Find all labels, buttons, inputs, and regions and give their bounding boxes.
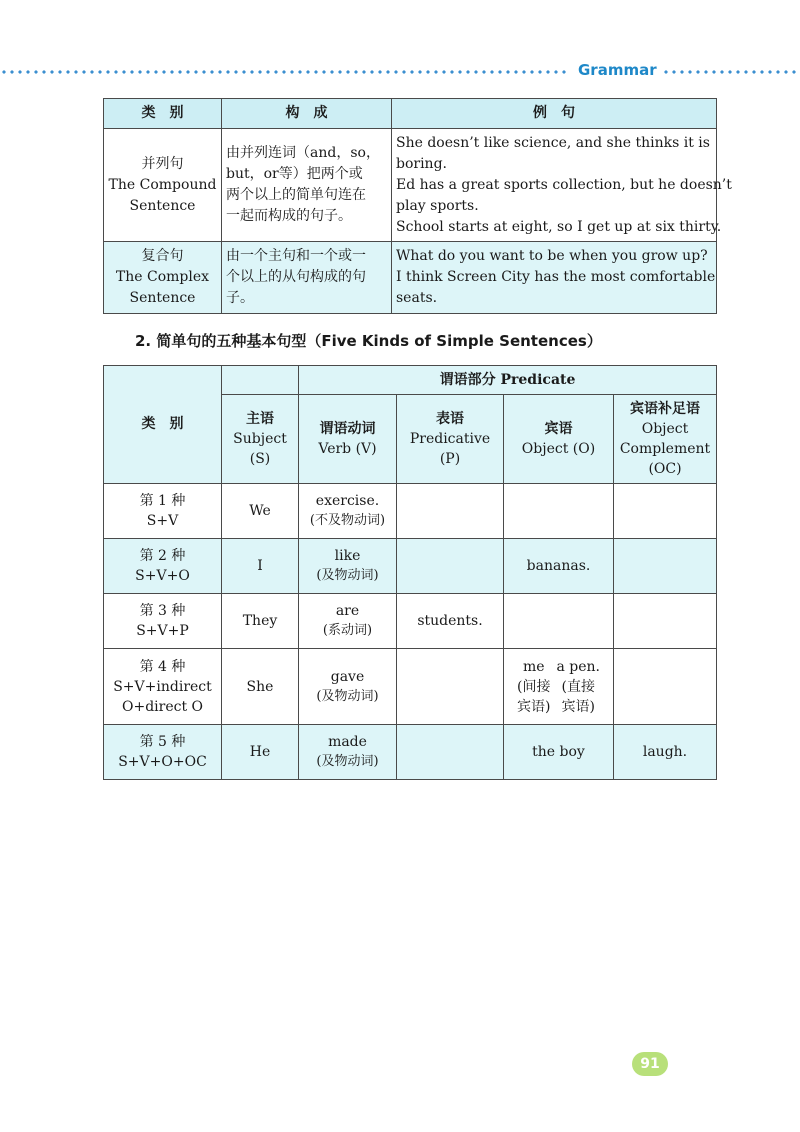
pattern-number: 第 3 种 xyxy=(139,603,186,619)
simple-sentence-patterns-table xyxy=(103,365,717,780)
pattern-number: 第 5 种 xyxy=(139,734,186,750)
predicative-cell xyxy=(397,725,504,780)
category-cell xyxy=(104,129,222,242)
page-header xyxy=(0,60,800,84)
example-line: School starts at eight, so I get up at six thirty. xyxy=(396,218,722,235)
examples-cell xyxy=(392,129,732,242)
table-row xyxy=(104,129,717,242)
composition-line: 由并列连词（and，so， xyxy=(226,145,380,161)
example-line: Ed has a great sports collection, but he doesn’t xyxy=(396,176,732,193)
header-en: Object xyxy=(641,421,689,437)
subject-cell: He xyxy=(222,725,299,780)
direct-object-note: 宾语) xyxy=(561,698,595,715)
pattern-type-cell xyxy=(104,725,222,780)
dotted-rule-left xyxy=(0,70,570,74)
verb-note: (及物动词) xyxy=(316,754,379,769)
verb-word: are xyxy=(335,603,360,619)
pattern-type-cell xyxy=(104,594,222,649)
header-category: 类 别 xyxy=(104,99,222,129)
verb-word: gave xyxy=(330,668,365,685)
example-line: seats. xyxy=(396,290,438,306)
table-row xyxy=(104,725,717,780)
category-en: The Complex xyxy=(115,269,210,285)
subject-cell: I xyxy=(222,539,299,594)
table-row xyxy=(104,242,717,314)
pattern-formula: S+V+O+OC xyxy=(118,754,207,770)
oc-cell xyxy=(614,594,717,649)
object-cell xyxy=(504,484,614,539)
pattern-type-cell xyxy=(104,539,222,594)
verb-note: (不及物动词) xyxy=(309,513,386,528)
composition-line: 子。 xyxy=(226,290,254,306)
pattern-number: 第 1 种 xyxy=(139,493,186,509)
header-category: 类 别 xyxy=(104,366,222,484)
verb-note: (系动词) xyxy=(322,623,373,638)
category-en: Sentence xyxy=(129,197,196,214)
header-examples: 例 句 xyxy=(392,99,717,129)
pattern-formula: S+V+P xyxy=(136,623,189,639)
header-predicate: 谓语部分 Predicate xyxy=(299,366,717,395)
category-zh: 复合句 xyxy=(141,248,184,264)
subject-cell: They xyxy=(222,594,299,649)
object-cell: bananas. xyxy=(504,539,614,594)
indirect-direct-objects xyxy=(508,657,609,717)
indirect-object-note: (间接 xyxy=(517,678,551,695)
header-en: Verb (V) xyxy=(318,441,377,457)
header-zh: 谓语动词 xyxy=(319,421,376,437)
oc-cell xyxy=(614,649,717,725)
table-row xyxy=(104,649,717,725)
header-zh: 主语 xyxy=(246,411,274,427)
predicative-cell xyxy=(397,649,504,725)
example-line: play sports. xyxy=(396,197,479,214)
pattern-number: 第 2 种 xyxy=(139,548,186,564)
section-title: 2. 简单句的五种基本句型（Five Kinds of Simple Sentences） xyxy=(135,332,602,350)
example-line: She doesn’t like science, and she thinks it is xyxy=(396,134,710,151)
header-empty xyxy=(222,366,299,395)
category-en: Sentence xyxy=(129,290,196,306)
table-row xyxy=(104,539,717,594)
direct-object-word: a pen. xyxy=(556,658,600,675)
header-en: Subject (S) xyxy=(233,431,287,467)
header-zh: 表语 xyxy=(436,411,464,427)
object-cell xyxy=(504,649,614,725)
verb-word: made xyxy=(328,734,367,750)
indirect-object-note: 宾语) xyxy=(517,698,551,715)
composition-line: 一起而构成的句子。 xyxy=(226,208,352,224)
header-object-complement xyxy=(614,395,717,484)
dotted-rule-right xyxy=(662,70,800,74)
pattern-type-cell xyxy=(104,649,222,725)
pattern-formula: O+direct O xyxy=(121,698,204,715)
object-cell: the boy xyxy=(504,725,614,780)
header-en: (OC) xyxy=(648,461,682,477)
verb-cell xyxy=(299,649,397,725)
subject-cell: She xyxy=(222,649,299,725)
verb-cell xyxy=(299,539,397,594)
composition-line: but，or等）把两个或 xyxy=(226,166,363,182)
direct-object xyxy=(556,657,600,717)
header-en: Object (O) xyxy=(521,441,596,457)
verb-cell xyxy=(299,484,397,539)
header-en: Predicative (P) xyxy=(409,431,491,467)
composition-cell xyxy=(222,242,392,314)
header-predicative xyxy=(397,395,504,484)
verb-note: (及物动词) xyxy=(316,568,379,583)
examples-cell xyxy=(392,242,717,314)
object-cell xyxy=(504,594,614,649)
oc-cell: laugh. xyxy=(614,725,717,780)
verb-note: (及物动词) xyxy=(316,688,379,704)
verb-cell xyxy=(299,725,397,780)
header-subject xyxy=(222,395,299,484)
composition-line: 两个以上的简单句连在 xyxy=(226,187,366,203)
table-row xyxy=(104,484,717,539)
table-header-row xyxy=(104,99,717,129)
direct-object-note: (直接 xyxy=(561,678,595,695)
category-en: The Compound xyxy=(108,176,217,193)
subject-cell: We xyxy=(222,484,299,539)
sentence-types-table xyxy=(103,98,732,314)
table-row xyxy=(104,594,717,649)
header-verb xyxy=(299,395,397,484)
pattern-type-cell xyxy=(104,484,222,539)
pattern-formula: S+V xyxy=(146,513,179,529)
pattern-formula: S+V+O xyxy=(135,568,190,584)
header-en: Complement xyxy=(619,441,711,457)
indirect-object xyxy=(517,657,550,717)
predicative-cell xyxy=(397,484,504,539)
oc-cell xyxy=(614,539,717,594)
verb-cell xyxy=(299,594,397,649)
header-zh: 宾语补足语 xyxy=(630,401,700,417)
verb-word: like xyxy=(334,548,361,564)
pattern-formula: S+V+indirect xyxy=(113,678,212,695)
category-cell xyxy=(104,242,222,314)
indirect-object-word: me xyxy=(522,658,545,675)
example-line: boring. xyxy=(396,155,447,172)
pattern-number: 第 4 种 xyxy=(139,658,186,675)
section-label: Grammar xyxy=(578,61,657,79)
example-line: I think Screen City has the most comfortable xyxy=(396,269,716,285)
predicative-cell xyxy=(397,539,504,594)
example-line: What do you want to be when you grow up? xyxy=(396,248,708,264)
header-object xyxy=(504,395,614,484)
page-number-badge: 91 xyxy=(632,1052,668,1076)
category-zh: 并列句 xyxy=(141,155,184,172)
composition-line: 由一个主句和一个或一 xyxy=(226,248,366,264)
composition-cell xyxy=(222,129,392,242)
header-composition: 构 成 xyxy=(222,99,392,129)
oc-cell xyxy=(614,484,717,539)
header-zh: 宾语 xyxy=(544,421,573,437)
verb-word: exercise. xyxy=(315,493,380,509)
table-header-row xyxy=(104,366,717,395)
composition-line: 个以上的从句构成的句 xyxy=(226,269,366,285)
predicative-cell: students. xyxy=(397,594,504,649)
